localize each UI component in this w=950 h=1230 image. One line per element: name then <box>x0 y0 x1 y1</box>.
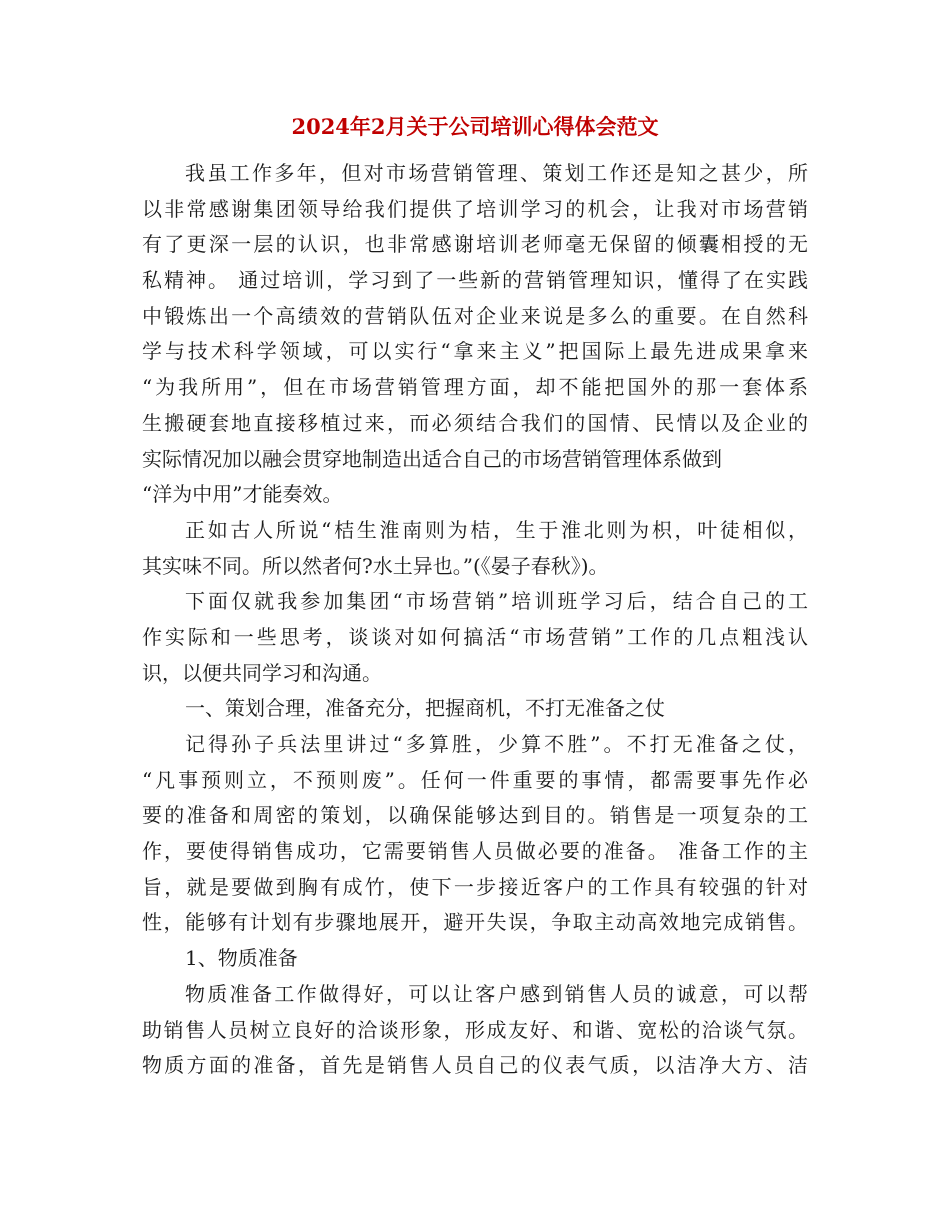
text-line: 我虽工作多年，但对市场营销管理、策划工作还是知之甚少，所 <box>185 161 808 185</box>
text-line: 有了更深一层的认识，也非常感谢培训老师毫无保留的倾囊相授的无 <box>142 232 808 257</box>
text-line: 物质方面的准备，首先是销售人员自己的仪表气质，以洁净大方、洁 <box>142 1053 808 1078</box>
text-line: “洋为中用”才能奏效。 <box>142 482 343 507</box>
text-line: 下面仅就我参加集团“市场营销”培训班学习后，结合自己的工 <box>185 589 808 614</box>
text-line: 记得孙子兵法里讲过“多算胜，少算不胜”。不打无准备之仗， <box>185 732 808 756</box>
text-line: 1、物质准备 <box>185 946 298 971</box>
document-body <box>142 156 808 1084</box>
text-line: 实际情况加以融会贯穿地制造出适合自己的市场营销管理体系做到 <box>142 446 722 471</box>
text-line: “凡事预则立，不预则废”。任何一件重要的事情，都需要事先作必 <box>142 767 808 792</box>
text-line: 作，要使得销售成功，它需要销售人员做必要的准备。 准备工作的主 <box>142 839 808 864</box>
text-line: 其实味不同。所以然者何?水土异也。”(《晏子春秋》)。 <box>142 553 609 578</box>
text-line: 性，能够有计划有步骤地展开，避开失误，争取主动高效地完成销售。 <box>142 910 808 935</box>
text-line: 助销售人员树立良好的洽谈形象，形成友好、和谐、宽松的洽谈气氛。 <box>142 1017 808 1042</box>
text-line: 旨，就是要做到胸有成竹，使下一步接近客户的工作具有较强的针对 <box>142 874 808 899</box>
text-line: 学与技术科学领域，可以实行“拿来主义”把国际上最先进成果拿来 <box>142 339 808 364</box>
text-line: 要的准备和周密的策划，以确保能够达到目的。销售是一项复杂的工 <box>142 803 808 828</box>
text-line: 一、策划合理，准备充分，把握商机，不打无准备之仗 <box>185 696 665 721</box>
text-line: 识，以便共同学习和沟通。 <box>142 660 382 685</box>
text-line: 作实际和一些思考，谈谈对如何搞活“市场营销”工作的几点粗浅认 <box>142 624 808 649</box>
text-line: 私精神。 通过培训，学习到了一些新的营销管理知识，懂得了在实践 <box>142 268 808 293</box>
text-line: “为我所用”，但在市场营销管理方面，却不能把国外的那一套体系 <box>142 375 808 400</box>
text-line: 物质准备工作做得好，可以让客户感到销售人员的诚意，可以帮 <box>185 981 808 1006</box>
text-line: 中锻炼出一个高绩效的营销队伍对企业来说是多么的重要。在自然科 <box>142 303 808 328</box>
text-line: 以非常感谢集团领导给我们提供了培训学习的机会，让我对市场营销 <box>142 196 808 221</box>
document-title: 2024年2月关于公司培训心得体会范文 <box>291 114 659 139</box>
text-line: 生搬硬套地直接移植过来，而必须结合我们的国情、民情以及企业的 <box>142 410 808 435</box>
text-line: 正如古人所说“桔生淮南则为桔，生于淮北则为枳，叶徒相似， <box>185 517 808 542</box>
